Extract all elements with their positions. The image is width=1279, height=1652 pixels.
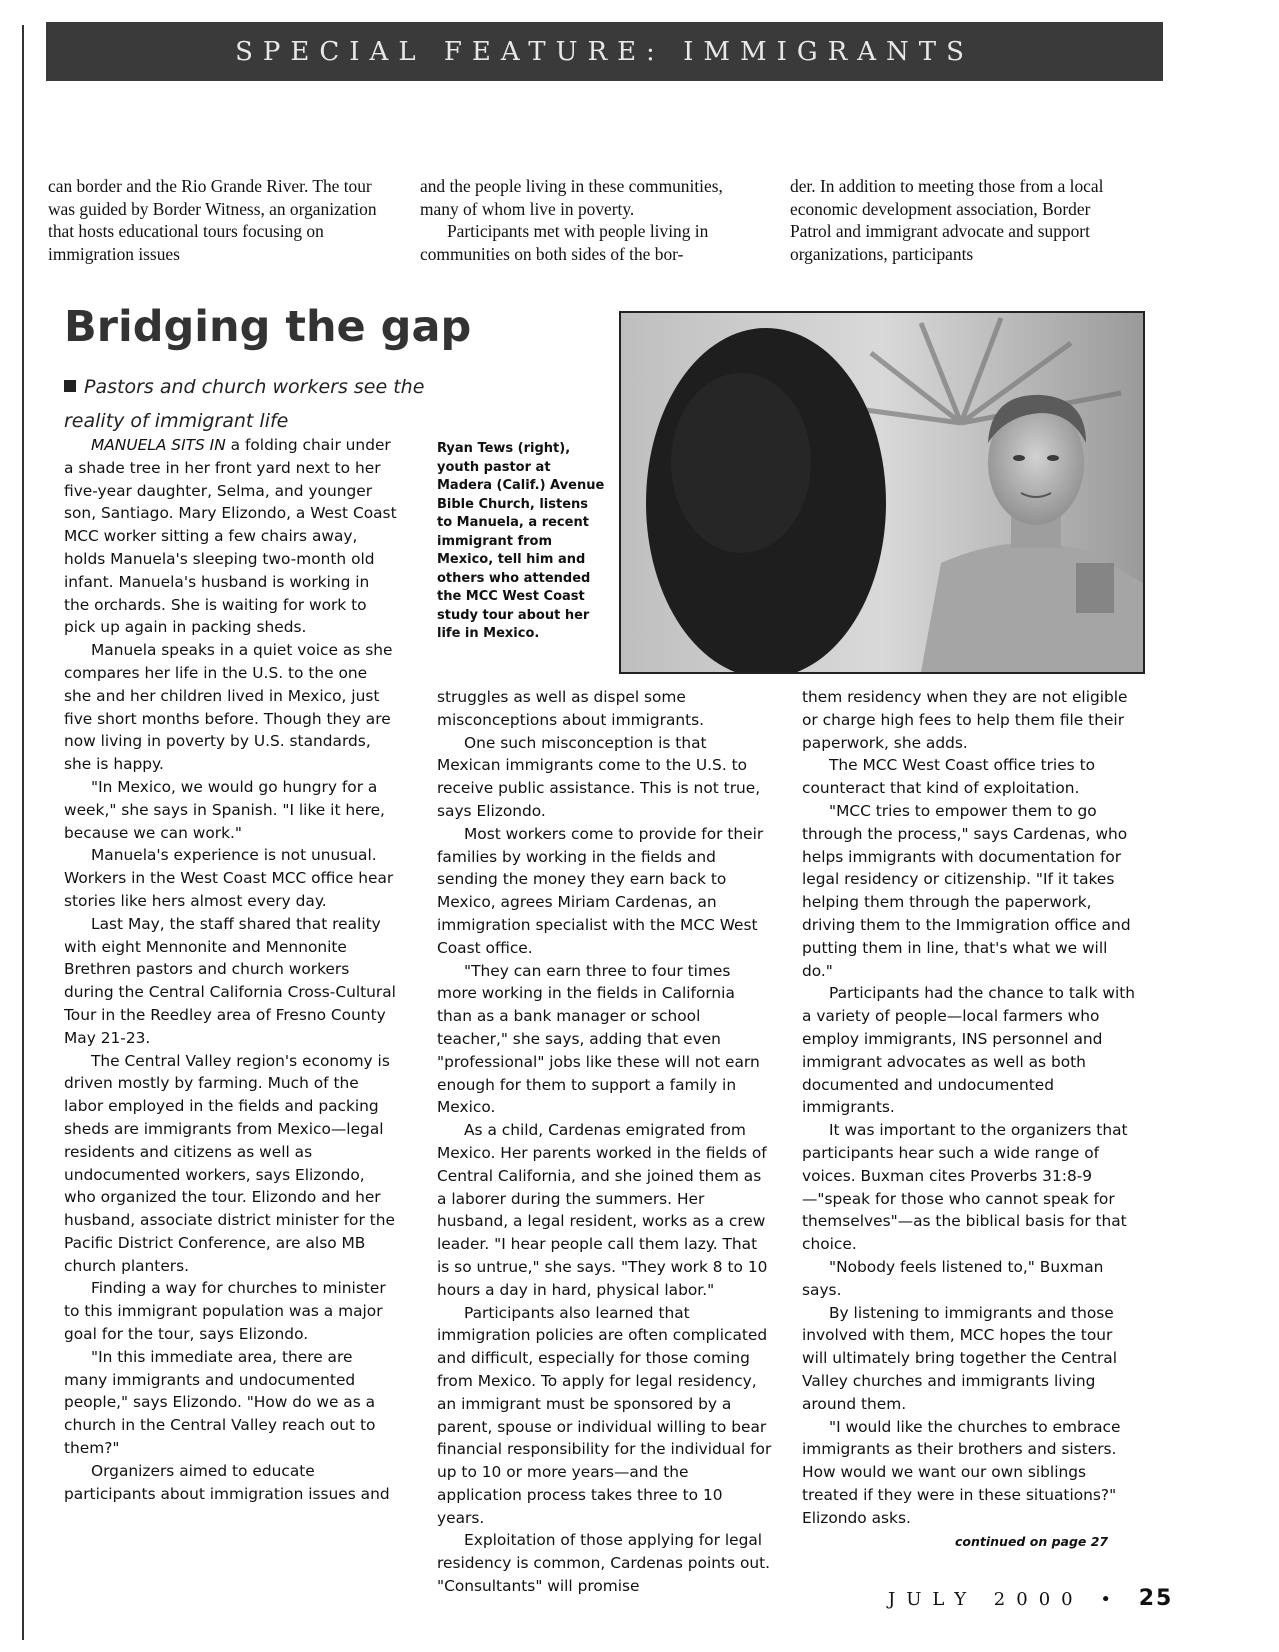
- top-paragraph: Participants met with people living in communities on both sides of the bor-: [420, 221, 709, 264]
- folio-bullet: •: [1100, 1589, 1122, 1610]
- top-column-3: [790, 175, 1135, 265]
- top-column-2: [420, 175, 750, 265]
- lead-in: MANUELA SITS IN: [91, 436, 226, 454]
- article-deck: [64, 370, 444, 438]
- article-column-2: [437, 686, 773, 1598]
- article-headline: Bridging the gap: [64, 302, 472, 352]
- section-banner: SPECIAL FEATURE: IMMIGRANTS: [46, 22, 1163, 81]
- photo-illustration: [621, 313, 1143, 672]
- top-column-1: [48, 175, 378, 265]
- square-bullet-icon: [64, 380, 76, 392]
- body-paragraph: By listening to immigrants and those involved with them, MCC hopes the tour will ultimately bring together the Central Valley churches and immigrants living around them.: [802, 1303, 1117, 1413]
- body-paragraph: them residency when they are not eligible or charge high fees to help them file their paperwork, she adds.: [802, 688, 1128, 752]
- top-paragraph: der. In addition to meeting those from a local economic development association, Border Patrol and immigrant advocate and support organizations, participants: [790, 176, 1104, 264]
- body-paragraph: "In Mexico, we would go hungry for a week," she says in Spanish. "I like it here, because we can work.": [64, 777, 385, 842]
- body-paragraph: Organizers aimed to educate participants about immigration issues and: [64, 1461, 390, 1503]
- body-paragraph: Manuela's experience is not unusual. Workers in the West Coast MCC office hear stories like hers almost every day.: [64, 846, 394, 910]
- page-folio: [888, 1586, 1173, 1611]
- body-paragraph: Participants had the chance to talk with a variety of people—local farmers who employ immigrants, INS personnel and immigrant advocates as well as both documented and undocumented immigrants.: [802, 984, 1136, 1117]
- article-photo: [619, 311, 1145, 674]
- body-paragraph: "I would like the churches to embrace immigrants as their brothers and sisters. How would we want our own siblings treated if they were in these situations?" Elizondo asks.: [802, 1417, 1121, 1527]
- left-margin-rule: [22, 25, 24, 1640]
- body-paragraph: As a child, Cardenas emigrated from Mexico. Her parents worked in the fields of Central California, and she joined them as a laborer during the summers. Her husband, a legal resident, works as a crew leader. "I hear people call them lazy. That is so untrue," she says. "They work 8 to 10 hours a day in hard, physical labor.": [437, 1121, 768, 1299]
- deck-text: Pastors and church workers see the reality of immigrant life: [64, 376, 425, 432]
- article-column-3: [802, 686, 1138, 1529]
- continued-note: continued on page 27: [955, 1534, 1109, 1549]
- body-paragraph: Manuela speaks in a quiet voice as she compares her life in the U.S. to the one she and her children lived in Mexico, just five short months before. Though they are now living in poverty by U.S. standards, she is happy.: [64, 641, 393, 774]
- body-paragraph: One such misconception is that Mexican immigrants come to the U.S. to receive public assistance. This is not true, says Elizondo.: [437, 733, 761, 820]
- body-paragraph: "Nobody feels listened to," Buxman says.: [802, 1257, 1104, 1299]
- body-paragraph: Most workers come to provide for their families by working in the fields and sending the money they earn back to Mexico, agrees Miriam Cardenas, an immigration specialist with the MCC West Coast office.: [437, 824, 764, 957]
- top-paragraph: and the people living in these communities, many of whom live in poverty.: [420, 176, 723, 219]
- body-paragraph: "They can earn three to four times more working in the fields in California than as a bank manager or school teacher," she says, adding that even "professional" jobs like these will not earn enough for them to support a family in Mexico.: [437, 961, 760, 1117]
- body-paragraph: Exploitation of those applying for legal residency is common, Cardenas points out. "Consultants" will promise: [437, 1531, 771, 1596]
- body-paragraph: "In this immediate area, there are many immigrants and undocumented people," says Elizondo. "How do we as a church in the Central Valley reach out to them?": [64, 1347, 376, 1458]
- article-column-1: [64, 434, 398, 1505]
- folio-date: JULY 2000: [888, 1589, 1084, 1610]
- body-paragraph: Last May, the staff shared that reality with eight Mennonite and Mennonite Brethren pastors and church workers during the Central California Cross-Cultural Tour in the Reedley area of Fresno County May 21-23.: [64, 914, 396, 1047]
- body-paragraph: [64, 434, 398, 639]
- body-paragraph: The Central Valley region's economy is driven mostly by farming. Much of the labor employed in the fields and packing sheds are immigrants from Mexico—legal residents and citizens as well as undocumented workers, says Elizondo, who organized the tour. Elizondo and her husband, associate district minister for the Pacific District Conference, are also MB church planters.: [64, 1051, 395, 1275]
- top-paragraph: can border and the Rio Grande River. The tour was guided by Border Witness, an organization that hosts educational tours focusing on immigration issues: [48, 176, 377, 264]
- lead-paragraph-text: a folding chair under a shade tree in her front yard next to her five-year daughter, Selma, and younger son, Santiago. Mary Elizondo, a West Coast MCC worker sitting a few chairs away, holds Manuela's sleeping two-month old infant. Manuela's husband is working in the orchards. She is waiting for work to pick up again in packing sheds.: [64, 436, 397, 637]
- body-paragraph: struggles as well as dispel some misconceptions about immigrants.: [437, 688, 705, 729]
- body-paragraph: Finding a way for churches to minister to this immigrant population was a major goal for the tour, says Elizondo.: [64, 1279, 386, 1344]
- page-number: 25: [1138, 1586, 1174, 1611]
- body-paragraph: The MCC West Coast office tries to counteract that kind of exploitation.: [802, 756, 1096, 798]
- body-paragraph: Participants also learned that immigration policies are often complicated and difficult, especially for those coming from Mexico. To apply for legal residency, an immigrant must be sponsored by a parent, spouse or individual willing to bear financial responsibility for the individual for up to 10 or more years—and the application process takes three to 10 years.: [437, 1303, 772, 1527]
- body-paragraph: It was important to the organizers that participants hear such a wide range of voices. Buxman cites Proverbs 31:8-9—"speak for those who cannot speak for themselves"—as the biblical basis for that choice.: [802, 1121, 1128, 1254]
- photo-caption: Ryan Tews (right), youth pastor at Madera (Calif.) Avenue Bible Church, listens to Manuela, a recent immigrant from Mexico, tell him and others who attended the MCC West Coast study tour about her life in Mexico.: [437, 441, 605, 641]
- body-paragraph: "MCC tries to empower them to go through the process," says Cardenas, who helps immigrants with documentation for legal residency or citizenship. "If it takes helping them through the paperwork, driving them to the Immigration office and putting them in line, that's what we will do.": [802, 801, 1131, 980]
